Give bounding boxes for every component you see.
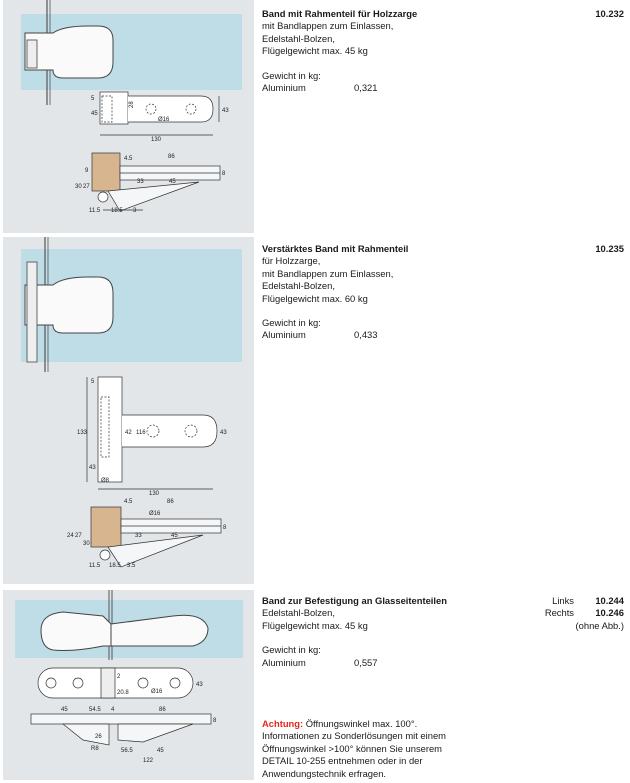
product-title: Verstärktes Band mit Rahmenteil — [262, 243, 409, 254]
product-info — [262, 8, 624, 94]
dim-label: 45 — [61, 707, 68, 713]
variant-label: Links — [552, 595, 574, 606]
weight-value: 0,557 — [354, 656, 378, 668]
dim-label: 8 — [213, 718, 217, 724]
dim-label: 4 — [111, 707, 115, 713]
dim-label: 45 — [157, 748, 164, 754]
dim-label: 86 — [168, 154, 175, 160]
material: Aluminium — [262, 82, 306, 94]
product-figure-10-235 — [3, 237, 254, 584]
dim-label: Ø16 — [158, 117, 170, 123]
note-line: Anwendungstechnik erfragen. — [262, 767, 387, 779]
weight-label: Gewicht in kg: — [262, 69, 321, 81]
product-info — [262, 243, 624, 342]
weight-row — [262, 82, 624, 94]
dim-label: 8 — [222, 171, 226, 177]
dim-label: 20.8 — [117, 690, 129, 696]
dim-label: 116 — [136, 430, 146, 436]
note-line: DETAIL 10-255 entnehmen oder in der — [262, 755, 423, 767]
variant-note: (ohne Abb.) — [575, 619, 624, 631]
dim-label: 18.5 — [111, 208, 123, 214]
product-title: Band mit Rahmenteil für Holzzarge — [262, 8, 418, 19]
dim-label: 30 — [83, 541, 90, 547]
hinge-body — [25, 277, 113, 333]
warning-text: Öffnungswinkel max. 100°. — [303, 718, 418, 729]
dim-label: 26 — [95, 734, 102, 740]
dim-label: 4.5 — [124, 499, 133, 505]
dim-label: 130 — [151, 137, 162, 143]
description-line: mit Bandlappen zum Einlassen, — [262, 20, 394, 32]
variant-list — [484, 595, 624, 632]
description-line: Edelstahl-Bolzen, — [262, 607, 335, 619]
technical-drawing — [3, 0, 254, 233]
variant-label: Rechts — [544, 607, 574, 619]
article-number: 10.232 — [595, 8, 624, 19]
product-title: Band zur Befestigung an Glasseitenteilen — [262, 595, 447, 606]
warning-block — [262, 718, 624, 780]
description-line: Flügelgewicht max. 45 kg — [262, 619, 368, 631]
dim-label: 3.5 — [127, 563, 136, 569]
article-number: 10.246 — [595, 607, 624, 619]
hinge-body — [25, 26, 113, 78]
dim-label: Ø16 — [151, 689, 163, 695]
variant-row — [484, 607, 624, 619]
dim-label: R8 — [91, 746, 99, 752]
dim-label: 86 — [167, 499, 174, 505]
dim-label: Ø16 — [149, 511, 161, 517]
note-line: Informationen zu Sonderlösungen mit einem — [262, 730, 446, 742]
dim-label: 33 — [137, 179, 144, 185]
dim-label: 3 — [133, 208, 137, 214]
dim-label: 2 — [117, 674, 121, 680]
description-line: für Holzzarge, — [262, 255, 321, 267]
dim-label: 56.5 — [121, 748, 133, 754]
dim-label: 45 — [169, 179, 176, 185]
weight-label: Gewicht in kg: — [262, 644, 321, 656]
dim-label: 43 — [196, 682, 203, 688]
material: Aluminium — [262, 656, 306, 668]
dim-label: 122 — [143, 758, 154, 764]
dim-label: 11.5 — [89, 563, 101, 569]
dim-label: 28 — [129, 101, 135, 108]
dim-label: 5 — [91, 379, 95, 385]
description-line: Edelstahl-Bolzen, — [262, 280, 335, 292]
product-10-244 — [0, 590, 630, 783]
dim-label: 43 — [220, 430, 227, 436]
variant-note-row — [484, 620, 624, 632]
article-number: 10.244 — [595, 595, 624, 606]
dim-label: 33 — [135, 533, 142, 539]
product-info — [262, 595, 624, 783]
dim-label: 45 — [171, 533, 178, 539]
dim-label: 54.5 — [89, 707, 101, 713]
dim-label: 9 — [85, 168, 89, 174]
dim-label: 133 — [77, 430, 88, 436]
product-figure-10-244 — [3, 590, 254, 780]
dim-label: 43 — [222, 108, 229, 114]
weight-row — [262, 657, 624, 669]
dim-label: 4.5 — [124, 156, 133, 162]
warning-line — [262, 718, 624, 730]
weight-label: Gewicht in kg: — [262, 317, 321, 329]
dim-label: 43 — [89, 465, 96, 471]
description-line: mit Bandlappen zum Einlassen, — [262, 267, 394, 279]
article-number: 10.235 — [595, 243, 624, 254]
material: Aluminium — [262, 329, 306, 341]
dim-label: 42 — [125, 430, 132, 436]
description-line: Edelstahl-Bolzen, — [262, 32, 335, 44]
weight-value: 0,321 — [354, 82, 378, 94]
description-line: Flügelgewicht max. 45 kg — [262, 45, 368, 57]
weight-row — [262, 329, 624, 341]
description-line: Flügelgewicht max. 60 kg — [262, 292, 368, 304]
note-line: Öffnungswinkel >100° können Sie unserem — [262, 742, 442, 754]
technical-drawing — [3, 237, 254, 584]
dim-label: Ø8 — [101, 478, 110, 484]
dim-label: 27 — [75, 533, 82, 539]
warning-label: Achtung: — [262, 718, 304, 729]
dim-label: 86 — [159, 707, 166, 713]
dim-label: 18.5 — [109, 563, 121, 569]
hinge-left-wing — [41, 612, 111, 651]
dim-label: 45 — [91, 111, 98, 117]
dim-label: 11.5 — [89, 208, 101, 214]
dim-label: 130 — [149, 491, 160, 497]
variant-row — [484, 595, 624, 607]
weight-value: 0,433 — [354, 329, 378, 341]
dim-label: 30 — [75, 184, 82, 190]
product-10-232 — [0, 0, 630, 240]
dim-label: 27 — [83, 184, 90, 190]
technical-drawing — [3, 590, 254, 780]
product-10-235 — [0, 237, 630, 587]
dim-label: 8 — [223, 525, 227, 531]
dim-label: 24 — [67, 533, 74, 539]
dim-label: 5 — [91, 96, 95, 102]
product-figure-10-232 — [3, 0, 254, 233]
